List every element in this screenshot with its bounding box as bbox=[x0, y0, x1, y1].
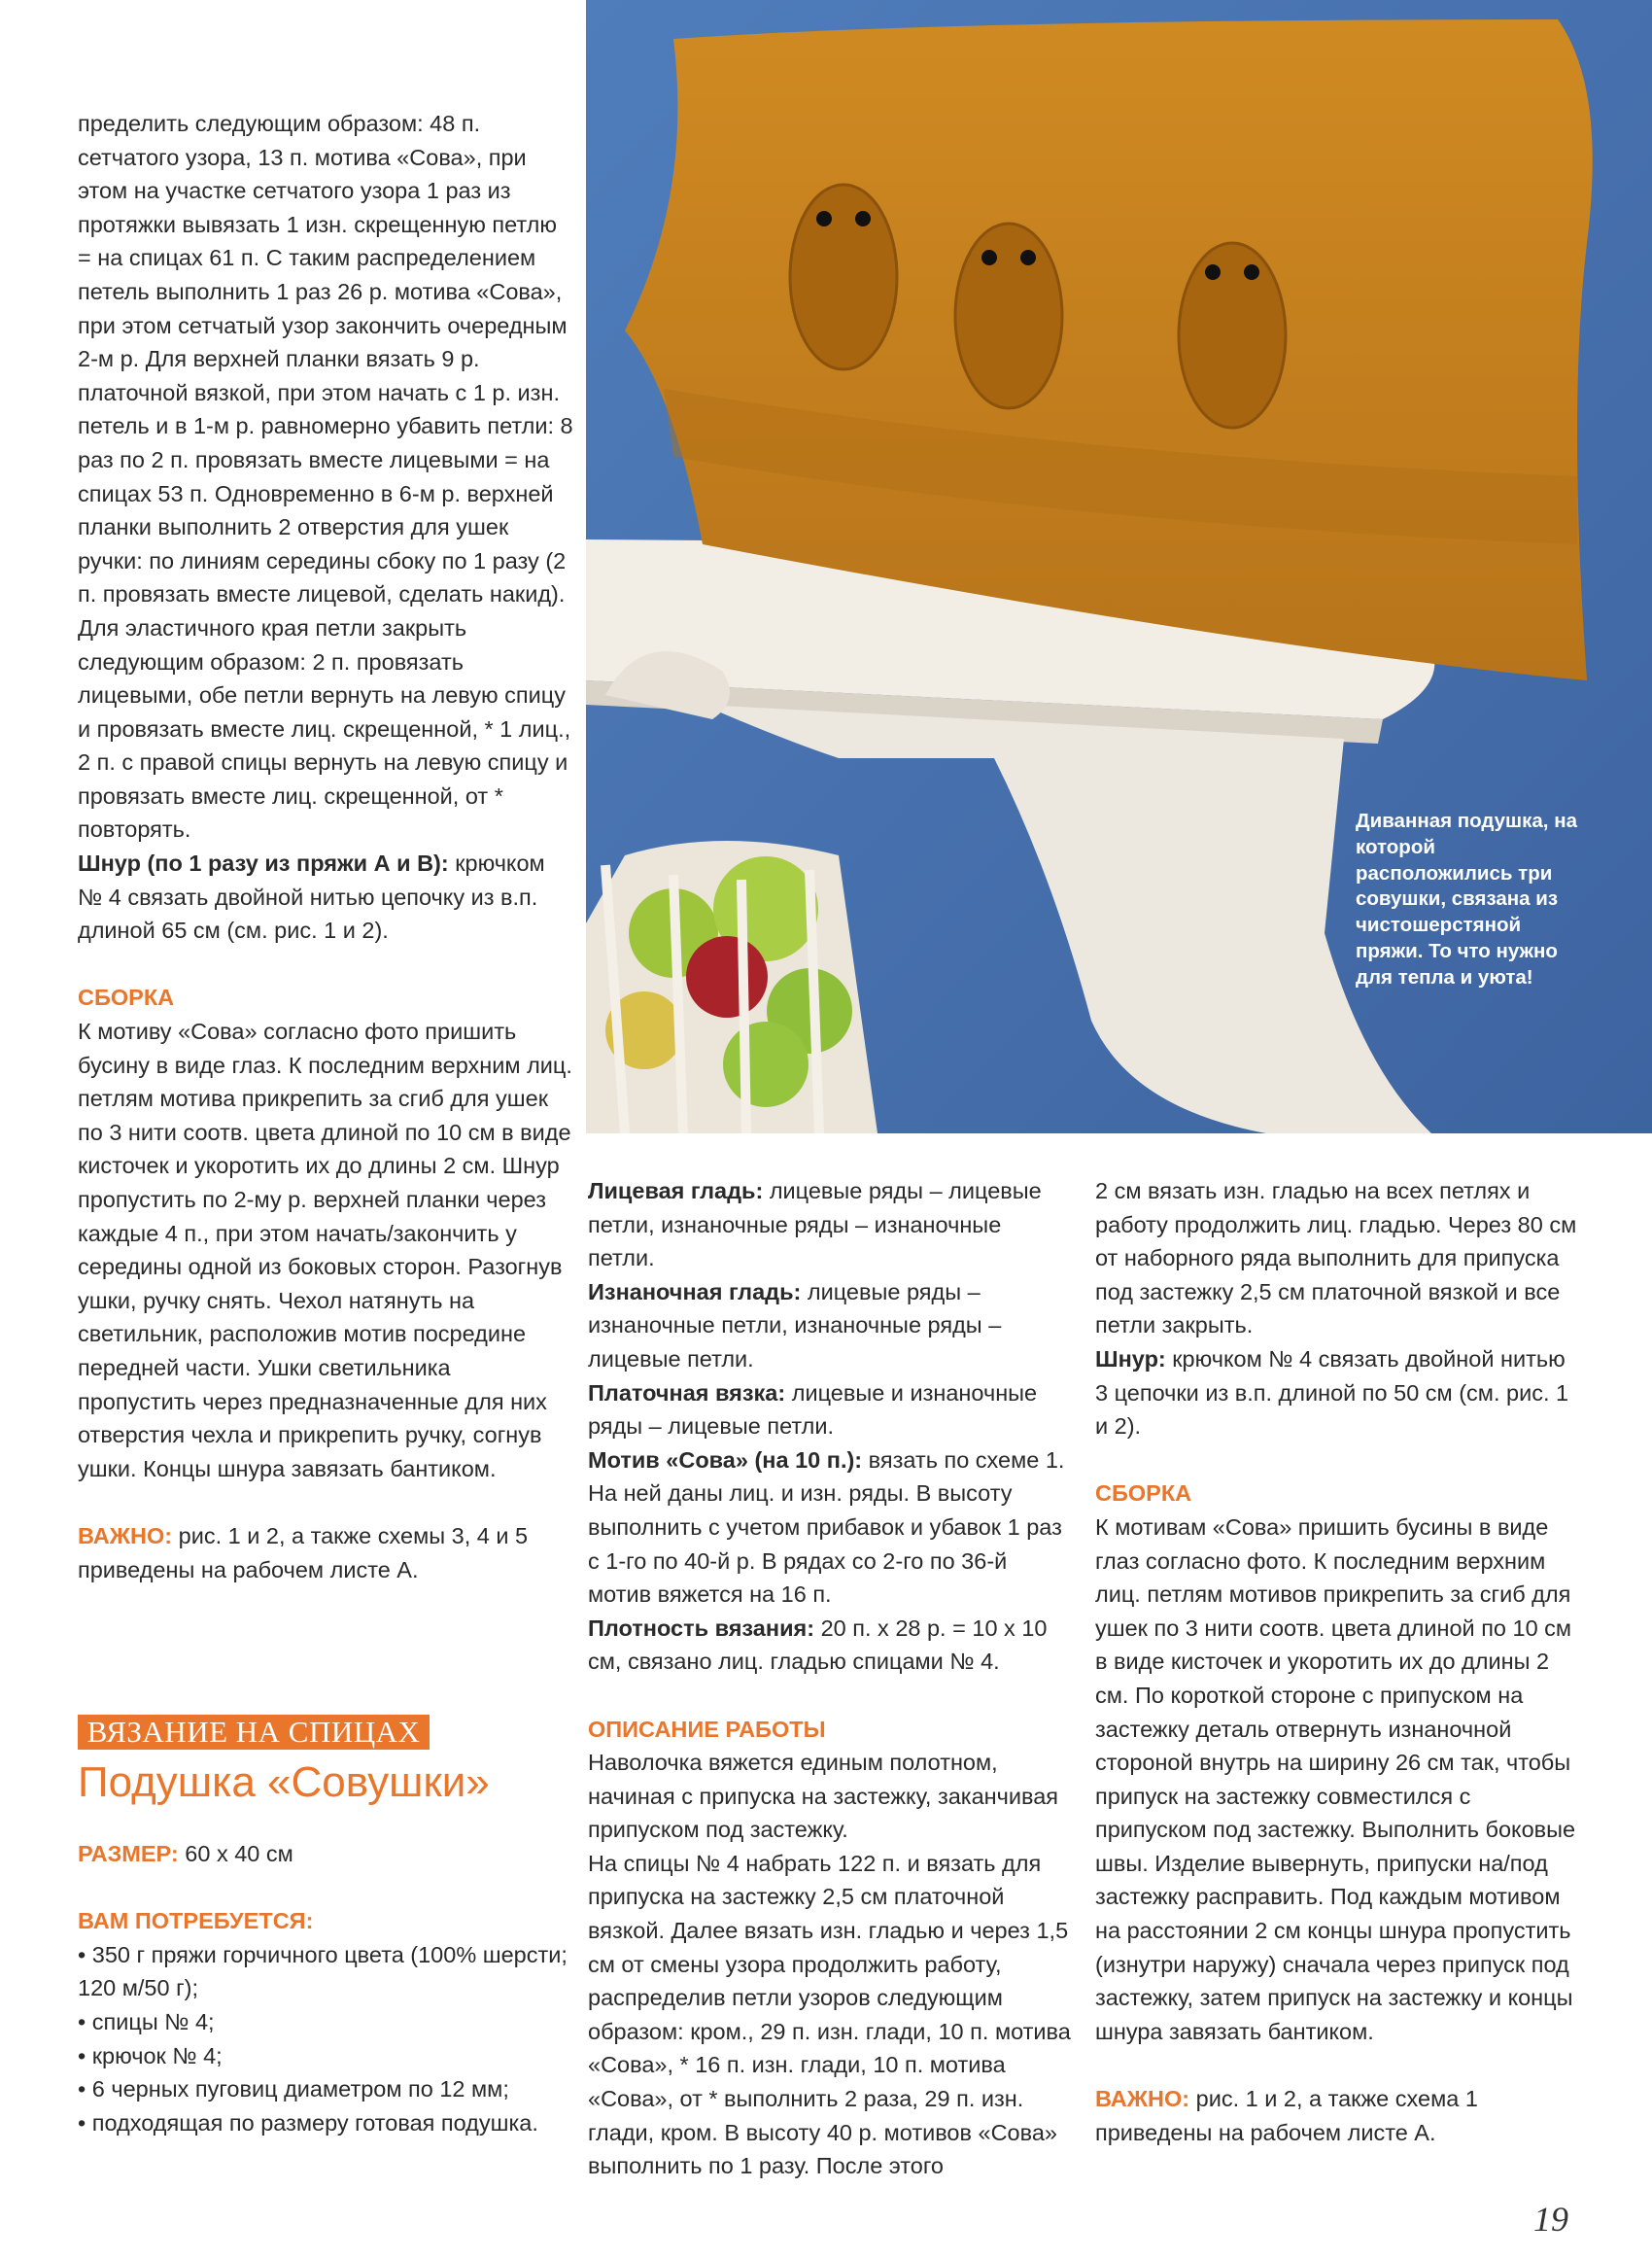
article-title: Подушка «Совушки» bbox=[78, 1758, 490, 1806]
cord-paragraph bbox=[1095, 1342, 1581, 1443]
cord-label: Шнур: bbox=[1095, 1345, 1166, 1372]
reverse-stockinette-label: Изнаночная гладь: bbox=[588, 1278, 802, 1304]
owl-motif-paragraph bbox=[588, 1443, 1074, 1612]
list-item: • спицы № 4; bbox=[78, 2008, 215, 2034]
owl-motif-text: вязать по схеме 1. На ней даны лиц. и изн. ряды. В высоту выполнить с учетом прибавок и убавок 1 раз с 1-го по 40-й р. В рядах со 2-го по 36-й мотив вяжется на 16 п. bbox=[588, 1446, 1065, 1608]
important-note bbox=[78, 1519, 573, 1586]
assembly-text: К мотиву «Сова» согласно фото пришить бусину в виде глаз. К последним верхним лиц. петлям мотива прикрепить за сгиб для ушек по 3 нити соотв. цвета длиной по 10 см в виде кисточек и укоротить их до длины 2 см. Шнур пропустить по 2-му р. верхней планки через каждые 4 п., при этом начать/закончить у середины одной из боковых сторон. Разогнув ушки, ручку снять. Чехол натянуть на светильник, расположив мотив посредине передней части. Ушки светильника пропустить через предназначенные для них отверстия чехла и прикрепить ручку, согнув ушки. Концы шнура завязать бантиком. bbox=[78, 1019, 572, 1481]
stockinette-text: лицевые ряды – лицевые петли, изнаночные ряды – изнаночные петли. bbox=[588, 1178, 1042, 1271]
column-middle bbox=[588, 1174, 1074, 2183]
gauge-label: Плотность вязания: bbox=[588, 1615, 815, 1641]
photo-caption: Диванная подушка, на которой расположились три совушки, связана из чистошерстяной пряжи. То что нужно для тепла и уюта! bbox=[1356, 810, 1577, 989]
size-line bbox=[78, 1837, 573, 1871]
cord-text: крючком № 4 связать двойной нитью цепочку из в.п. длиной 65 см (см. рис. 1 и 2). bbox=[78, 851, 545, 944]
materials-block bbox=[78, 1837, 573, 2139]
description-steps: На спицы № 4 набрать 122 п. и вязать для припуска на застежку 2,5 см платочной вязкой. Далее вязать изн. гладью и через 1,5 см от смены узора продолжить работу, распределив петли узоров следующим образом: кром., 29 п. изн. глади, 10 п. мотива «Сова», * 16 п. изн. глади, 10 п. мотива «Сова», от * выполнить 2 раза, 29 п. изн. глади, кром. В высоту 40 р. мотивов «Сова» выполнить по 1 разу. После этого bbox=[588, 1850, 1071, 2179]
size-label: РАЗМЕР: bbox=[78, 1841, 179, 1866]
gauge-text: 20 п. х 28 р. = 10 х 10 см, связано лиц. гладью спицами № 4. bbox=[588, 1615, 1048, 1675]
reverse-stockinette-paragraph bbox=[588, 1275, 1074, 1376]
list-item: • 6 черных пуговиц диаметром по 12 мм; bbox=[78, 2076, 509, 2102]
assembly-heading: СБОРКА bbox=[78, 985, 175, 1011]
materials-list bbox=[78, 1938, 573, 2140]
important-text: рис. 1 и 2, а также схема 1 приведены на рабочем листе А. bbox=[1095, 2086, 1478, 2145]
reverse-stockinette-text: лицевые ряды – изнаночные петли, изнаночные ряды – лицевые петли. bbox=[588, 1278, 1002, 1372]
cord-label: Шнур (по 1 разу из пряжи А и В): bbox=[78, 851, 449, 877]
section-banner: ВЯЗАНИЕ НА СПИЦАХ bbox=[78, 1715, 430, 1750]
continuation-paragraph: 2 см вязать изн. гладью на всех петлях и работу продолжить лиц. гладью. Через 80 см от наборного ряда выполнить для припуска под застежку 2,5 см платочной вязкой и все петли закрыть. bbox=[1095, 1178, 1577, 1338]
list-item: • 350 г пряжи горчичного цвета (100% шерсти; 120 м/50 г); bbox=[78, 1941, 568, 2001]
important-text: рис. 1 и 2, а также схемы 3, 4 и 5 приведены на рабочем листе А. bbox=[78, 1522, 529, 1582]
list-item: • подходящая по размеру готовая подушка. bbox=[78, 2109, 538, 2136]
stockinette-paragraph bbox=[588, 1174, 1074, 1275]
gauge-paragraph bbox=[588, 1612, 1074, 1679]
size-value: 60 х 40 см bbox=[178, 1841, 293, 1866]
description-intro: Наволочка вяжется единым полотном, начиная с припуска на застежку, заканчивая припуском под застежку. bbox=[588, 1750, 1059, 1843]
assembly-text: К мотивам «Сова» пришить бусины в виде глаз согласно фото. К последним верхним лиц. петлям мотивов прикрепить за сгиб для ушек по 3 нити соотв. цвета длиной по 10 см в виде кисточек и укоротить их до длины 2 см. По короткой стороне с припуском на застежку деталь отвернуть изнаночной стороной внутрь на ширину 26 см так, чтобы припуск на застежку совместился с припуском под застежку. Выполнить боковые швы. Изделие вывернуть, припуски на/под застежку расправить. Под каждым мотивом на расстоянии 2 см концы шнура пропустить (изнутри наружу) сначала через припуск под застежку, затем припуск на застежку и концы шнура завязать бантиком. bbox=[1095, 1513, 1576, 2044]
page-number: 19 bbox=[1533, 2200, 1568, 2239]
important-label: ВАЖНО: bbox=[1095, 2086, 1190, 2112]
garter-text: лицевые и изнаночные ряды – лицевые петли. bbox=[588, 1379, 1038, 1440]
column-left bbox=[78, 107, 573, 1586]
stockinette-label: Лицевая гладь: bbox=[588, 1178, 764, 1203]
cord-paragraph bbox=[78, 847, 573, 948]
garter-label: Платочная вязка: bbox=[588, 1379, 786, 1406]
important-label: ВАЖНО: bbox=[78, 1522, 173, 1548]
list-item: • крючок № 4; bbox=[78, 2042, 223, 2068]
garter-paragraph bbox=[588, 1376, 1074, 1443]
owl-motif-label: Мотив «Сова» (на 10 п.): bbox=[588, 1446, 863, 1473]
continuation-paragraph: пределить следующим образом: 48 п. сетчатого узора, 13 п. мотива «Сова», при этом на участке сетчатого узора 1 раз из протяжки вывязать 1 изн. скрещенную петлю = на спицах 61 п. С таким распределением петель выполнить 1 раз 26 р. мотива «Сова», при этом сетчатый узор закончить очередным 2-м р. Для верхней планки вязать 9 р. платочной вязкой, при этом начать с 1 р. изн. петель и в 1-м р. равномерно убавить петли: 8 раз по 2 п. провязать вместе лицевыми = на спицах 53 п. Одновременно в 6-м р. верхней планки выполнить 2 отверстия для ушек ручки: по линиям середины сбоку по 1 разу (2 п. провязать вместе лицевой, сделать накид). Для эластичного края петли закрыть следующим образом: 2 п. провязать лицевыми, обе петли вернуть на левую спицу и провязать вместе лиц. скрещенной, * 1 лиц., 2 п. с правой спицы вернуть на левую спицу и провязать вместе лиц. скрещенной, от * повторять. bbox=[78, 111, 573, 843]
cord-text: крючком № 4 связать двойной нитью 3 цепочки из в.п. длиной по 50 см (см. рис. 1 и 2). bbox=[1095, 1345, 1569, 1440]
needs-heading: ВАМ ПОТРЕБУЕТСЯ: bbox=[78, 1908, 314, 1934]
assembly-heading: СБОРКА bbox=[1095, 1480, 1192, 1507]
description-heading: ОПИСАНИЕ РАБОТЫ bbox=[588, 1716, 826, 1742]
column-right bbox=[1095, 1174, 1581, 2149]
important-note bbox=[1095, 2082, 1581, 2149]
